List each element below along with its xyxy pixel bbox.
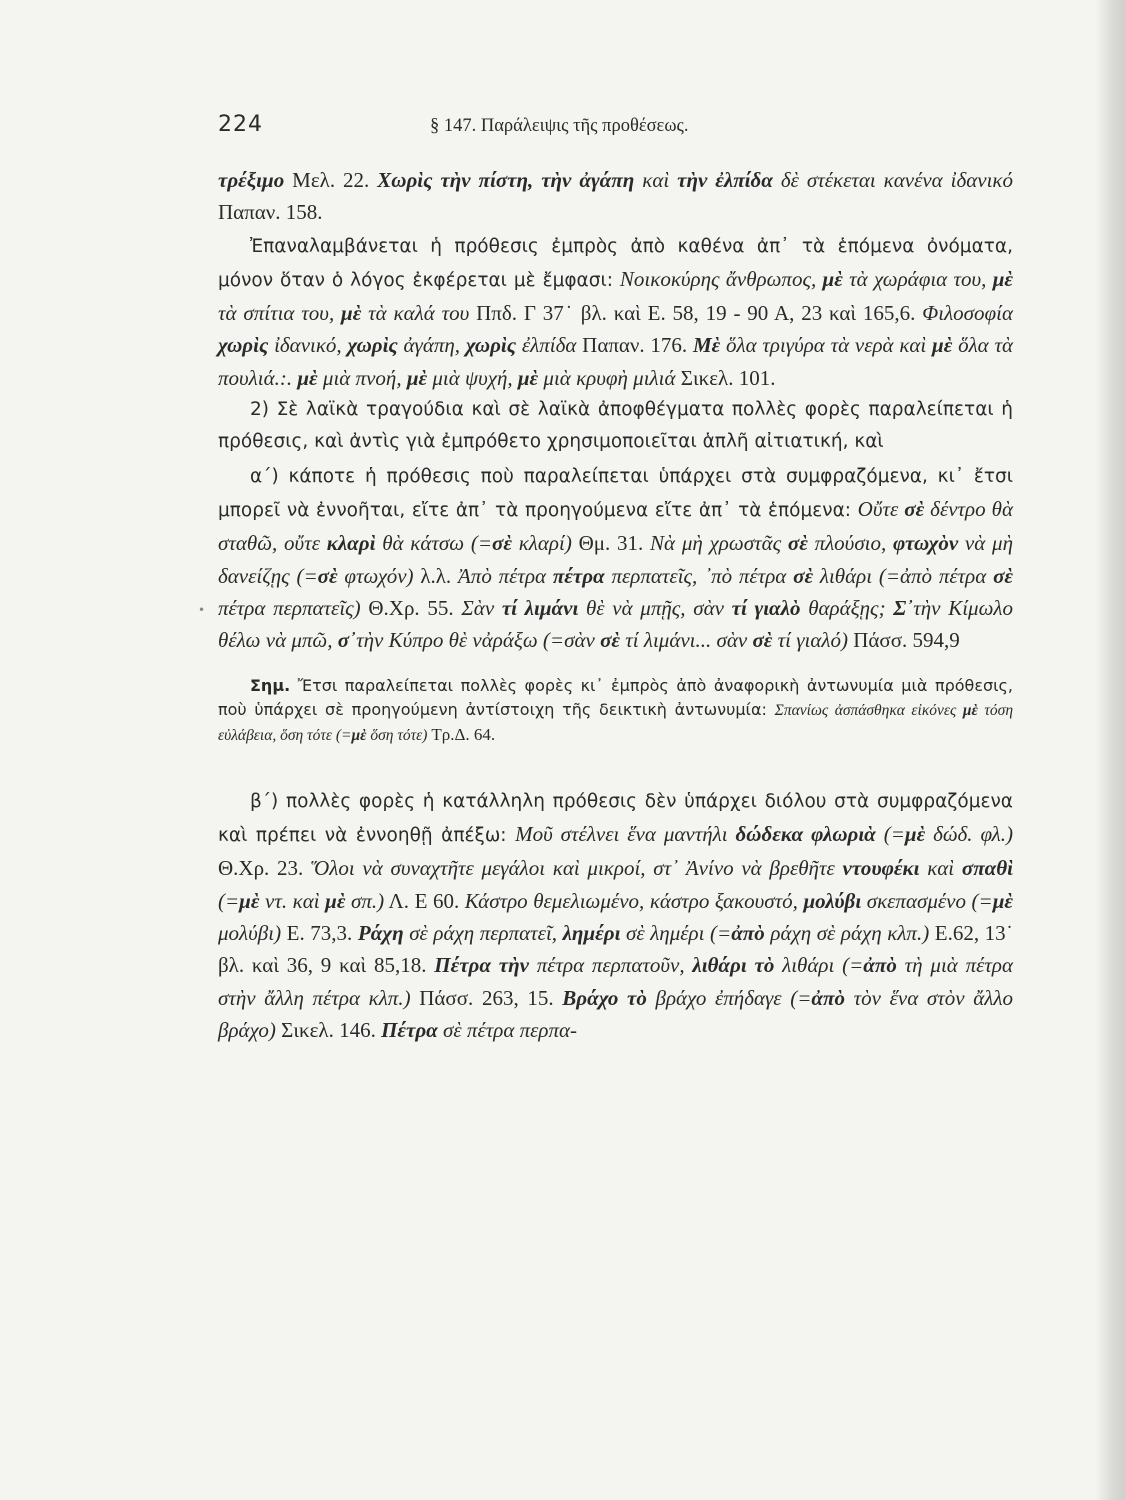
italic-text: σκεπασμένο (= — [861, 888, 993, 913]
page-header — [218, 112, 1013, 142]
reference: Ε. 73,3. — [281, 921, 358, 946]
bold-italic-text: Σ᾽ — [893, 595, 914, 620]
running-head: § 147. Παράλειψις τῆς προθέσεως. — [430, 116, 689, 136]
italic-text: πέτρα περπατοῦν, — [528, 953, 693, 978]
italic-text: Μοῦ στέλνει ἕνα μαντήλι — [515, 822, 736, 847]
bold-italic-text: μὲ — [992, 888, 1013, 913]
bold-italic-text: τί γιαλὸ — [731, 595, 801, 620]
bold-italic-text: ἀπὸ — [811, 985, 845, 1010]
reference: Θμ. 31. — [571, 531, 651, 556]
bold-italic-text: μὲ — [962, 702, 978, 720]
italic-text: (= — [218, 888, 240, 913]
bold-italic-text: μὲ — [325, 888, 346, 913]
bold-italic-text: μὲ — [351, 727, 367, 745]
bold-italic-text: κλαρὶ — [326, 531, 376, 556]
italic-text: ντ. καὶ — [259, 888, 326, 913]
reference: Λ. Ε 60. — [384, 888, 465, 913]
margin-dot: • — [198, 603, 206, 617]
paragraph-5 — [218, 784, 1013, 1046]
italic-text: (= — [875, 822, 905, 847]
italic-text: καὶ — [919, 856, 962, 881]
italic-text: Φιλοσοφία — [922, 301, 1013, 326]
italic-text: λιθάρι (= — [774, 953, 864, 978]
page-body — [218, 164, 1013, 1046]
bold-italic-text: σὲ — [492, 531, 512, 556]
bold-italic-text: λιθάρι τὸ — [692, 953, 775, 978]
bold-italic-text: τὴν ἐλπίδα — [677, 168, 773, 192]
page-number: 224 — [218, 112, 263, 137]
body-text: α´) κάποτε ἡ πρόθεσις ποὺ παραλείπεται ὑπάρχει στὰ συμφραζόμενα, κι᾽ ἔτσι μπορεῖ νὰ ἐννοῆται, εἴτε ἀπ᾽ τὰ προηγούμενα εἴτε ἀπ᾽ τὰ ἑπόμενα: — [218, 465, 1013, 521]
bold-italic-text: μολύβι — [803, 888, 862, 913]
italic-text: δέντρο θὰ σταθῶ, οὔτε — [218, 496, 1013, 556]
italic-text: ὅλα τριγύρα τὰ νερὰ καὶ — [720, 333, 933, 358]
reference: Πάσσ. 594,9 — [847, 628, 960, 653]
paragraph-4 — [218, 459, 1013, 657]
reference: Ππδ. Γ 37˙ βλ. καὶ Ε. 58, 19 - 90 Α, 23 καὶ 165,6. — [469, 301, 923, 326]
bold-italic-text: Βράχο τὸ — [562, 985, 647, 1010]
bold-italic-text: σὲ — [752, 628, 773, 653]
italic-text: ράχη σὲ ράχη κλπ.) — [764, 921, 930, 946]
italic-text: ἐλπίδα — [516, 333, 577, 358]
italic-text: δὲ στέκεται κανένα ἰδανικό — [772, 168, 1014, 192]
bold-italic-text: Πέτρα τὴν — [434, 953, 529, 978]
bold-italic-text: μὲ — [517, 365, 539, 390]
italic-text: σπ.) — [345, 888, 385, 913]
italic-text: πλούσιο, — [807, 531, 894, 556]
bold-italic-text: μὲ — [239, 888, 260, 913]
italic-text: Νοικοκύρης ἄνθρωπος, — [619, 266, 823, 291]
italic-text: μιὰ κρυφὴ μιλιά — [538, 365, 676, 390]
italic-text: Οὔτε — [857, 496, 905, 521]
italic-text: Ἀπὸ πέτρα — [457, 563, 553, 588]
paragraph-3: 2) Σὲ λαϊκὰ τραγούδια καὶ σὲ λαϊκὰ ἀποφθέγματα πολλὲς φορὲς παραλείπεται ἡ πρόθεσις, καὶ ἀντὶς γιὰ ἐμπρόθετο χρησιμοποιεῖται ἁπλῆ αἰτιατική, καὶ — [218, 399, 1013, 453]
reference: Τρ.Δ. 64. — [427, 725, 496, 745]
bold-italic-text: Μὲ — [692, 333, 721, 358]
bold-italic-text: τρέξιμο — [218, 168, 285, 192]
bold-italic-text: σὲ — [904, 496, 925, 521]
note-label: Σημ. — [250, 676, 291, 696]
bold-italic-text: λημέρι — [562, 921, 621, 946]
bold-italic-text: χωρὶς — [347, 333, 398, 358]
reference: λ.λ. — [413, 563, 458, 588]
italic-text: σὲ λημέρι (= — [620, 921, 732, 946]
paragraph-1 — [218, 164, 1013, 229]
bold-italic-text: σὲ — [787, 531, 808, 556]
bold-italic-text: μὲ — [822, 266, 843, 291]
italic-text: σὲ πέτρα περπα- — [437, 1017, 578, 1042]
body-text: β´) πολλὲς φορὲς ἡ κατάλληλη πρόθεσις δὲν ὑπάρχει διόλου στὰ συμφραζόμενα καὶ πρέπει νὰ ἐννοηθῇ ἀπέξω: — [218, 790, 1013, 847]
reference: Σικελ. 146. — [275, 1017, 382, 1042]
bold-italic-text: σ᾽ — [337, 628, 357, 653]
italic-text: Ὅλοι νὰ συναχτῆτε μεγάλοι καὶ μικροί, στ᾽ Ἀνίνο νὰ βρεθῆτε — [311, 856, 843, 881]
body-text: Ἐπαναλαμβάνεται ἡ πρόθεσις ἐμπρὸς ἀπὸ καθένα ἀπ᾽ τὰ ἑπόμενα ὀνόματα, μόνον ὅταν ὁ λόγος ἐκφέρεται μὲ ἔμφασι: — [218, 235, 1013, 291]
italic-text: μιὰ ψυχή, — [427, 365, 518, 390]
italic-text: λιθάρι (=ἀπὸ πέτρα — [813, 563, 994, 588]
paragraph-2 — [218, 229, 1013, 394]
italic-text: βράχο ἐπήδαγε (= — [646, 985, 812, 1010]
bold-italic-text: ἀπὸ — [731, 921, 765, 946]
italic-text: τὰ σπίτια του, — [218, 301, 342, 326]
italic-text: κλαρί) — [511, 531, 572, 556]
italic-text: Σὰν — [461, 595, 502, 620]
italic-text: Κάστρο θεμελιωμένο, κάστρο ξακουστό, — [464, 888, 804, 913]
italic-text: τόση εὐλάβεια, ὅση τότε (= — [218, 702, 1014, 745]
bold-italic-text: Ράχη — [357, 921, 404, 946]
footnote — [218, 674, 1013, 747]
bold-italic-text: Πέτρα — [381, 1017, 438, 1042]
italic-text: Νὰ μὴ χρωστᾶς — [650, 531, 788, 556]
italic-text: τί γιαλό) — [772, 628, 848, 653]
note-text: Ἔτσι παραλείπεται πολλὲς φορὲς κι᾽ ἐμπρὸς ἀπὸ ἀναφορικὴ ἀντωνυμία μιὰ πρόθεσις, ποὺ ὑπάρχει σὲ προηγούμενη ἀντίστοιχη τῆς δεικτικὴ ἀντωνυμία: — [218, 676, 1013, 720]
italic-text: θὰ κάτσω (= — [375, 531, 493, 556]
italic-text: ἀγάπη, — [397, 333, 466, 358]
italic-text: θὲ νὰ μπῇς, σὰν — [578, 595, 732, 620]
italic-text: τί λιμάνι... σὰν — [620, 628, 753, 653]
italic-text: ὅση τότε) — [366, 727, 428, 745]
bold-italic-text: σὲ — [317, 563, 338, 588]
bold-italic-text: σὲ — [793, 563, 814, 588]
bold-italic-text: μὲ — [341, 301, 362, 326]
reference: Ε.62, 13˙ βλ. καὶ 36, 9 καὶ 85,18. — [218, 921, 1013, 978]
italic-text: πέτρα περπατεῖς) — [218, 595, 361, 620]
bold-italic-text: χωρὶς — [218, 333, 269, 358]
bold-italic-text: χωρὶς — [465, 333, 517, 358]
italic-text: μολύβι) — [218, 921, 282, 946]
italic-text: καὶ — [634, 168, 678, 192]
bold-italic-text: τί λιμάνι — [501, 595, 579, 620]
italic-text: σὲ ράχη περπατεῖ, — [403, 921, 563, 946]
italic-text: ὅλα τὰ πουλιά.:. — [218, 333, 1013, 390]
bold-italic-text: δώδεκα φλωριὰ — [735, 822, 876, 847]
italic-text: θαράξῃς; — [800, 595, 894, 620]
italic-text: δώδ. φλ.) — [925, 822, 1014, 847]
italic-text: τὸν ἕνα στὸν ἄλλο βράχο) — [218, 985, 1013, 1042]
italic-text: τὴ μιὰ πέτρα στὴν ἄλλη πέτρα κλπ.) — [218, 953, 1014, 1010]
bold-italic-text: μὲ — [406, 365, 428, 390]
bold-italic-text: μὲ — [992, 266, 1013, 291]
italic-text: τὰ χωράφια του, — [842, 266, 993, 291]
bold-italic-text: ντουφέκι — [842, 856, 920, 881]
bold-italic-text: σὲ — [993, 563, 1013, 588]
reference: Σικελ. 101. — [675, 365, 776, 390]
italic-text: νὰ μὴ δανείζῃς (= — [218, 531, 1013, 588]
italic-text: τὴν Κίμωλο θέλω νὰ μπῶ, — [218, 595, 1014, 653]
reference: Πάσσ. 263, 15. — [410, 985, 563, 1010]
reference: Θ.Χρ. 23. — [218, 856, 312, 881]
italic-text: περπατεῖς, ᾽πὸ πέτρα — [604, 563, 794, 588]
italic-text: τὴν Κύπρο θὲ νἀράξω (=σὰν — [356, 628, 601, 653]
bold-italic-text: πέτρα — [552, 563, 605, 588]
italic-text: τὰ καλά του — [361, 301, 470, 326]
bold-italic-text: μὲ — [932, 333, 953, 358]
bold-italic-text: σὲ — [600, 628, 620, 653]
reference: Παπαν. 158. — [218, 200, 323, 225]
italic-text: Σπανίως ἀσπάσθηκα εἰκόνες — [774, 702, 963, 720]
reference: Παπαν. 176. — [576, 333, 693, 358]
bold-italic-text: ἀπὸ — [863, 953, 897, 978]
bold-italic-text: μὲ — [904, 822, 926, 847]
bold-italic-text: μὲ — [297, 365, 318, 390]
bold-italic-text: φτωχὸν — [893, 531, 959, 556]
bold-italic-text: Χωρὶς τὴν πίστη, τὴν ἀγάπη — [377, 168, 635, 192]
italic-text: μιὰ πνοή, — [317, 365, 407, 390]
italic-text: ἰδανικό, — [268, 333, 348, 358]
page-edge-shadow — [1095, 0, 1125, 1500]
reference: Μελ. 22. — [284, 168, 378, 192]
italic-text: φτωχόν) — [337, 563, 414, 588]
bold-italic-text: σπαθὶ — [961, 856, 1014, 881]
reference: Θ.Χρ. 55. — [360, 595, 462, 620]
